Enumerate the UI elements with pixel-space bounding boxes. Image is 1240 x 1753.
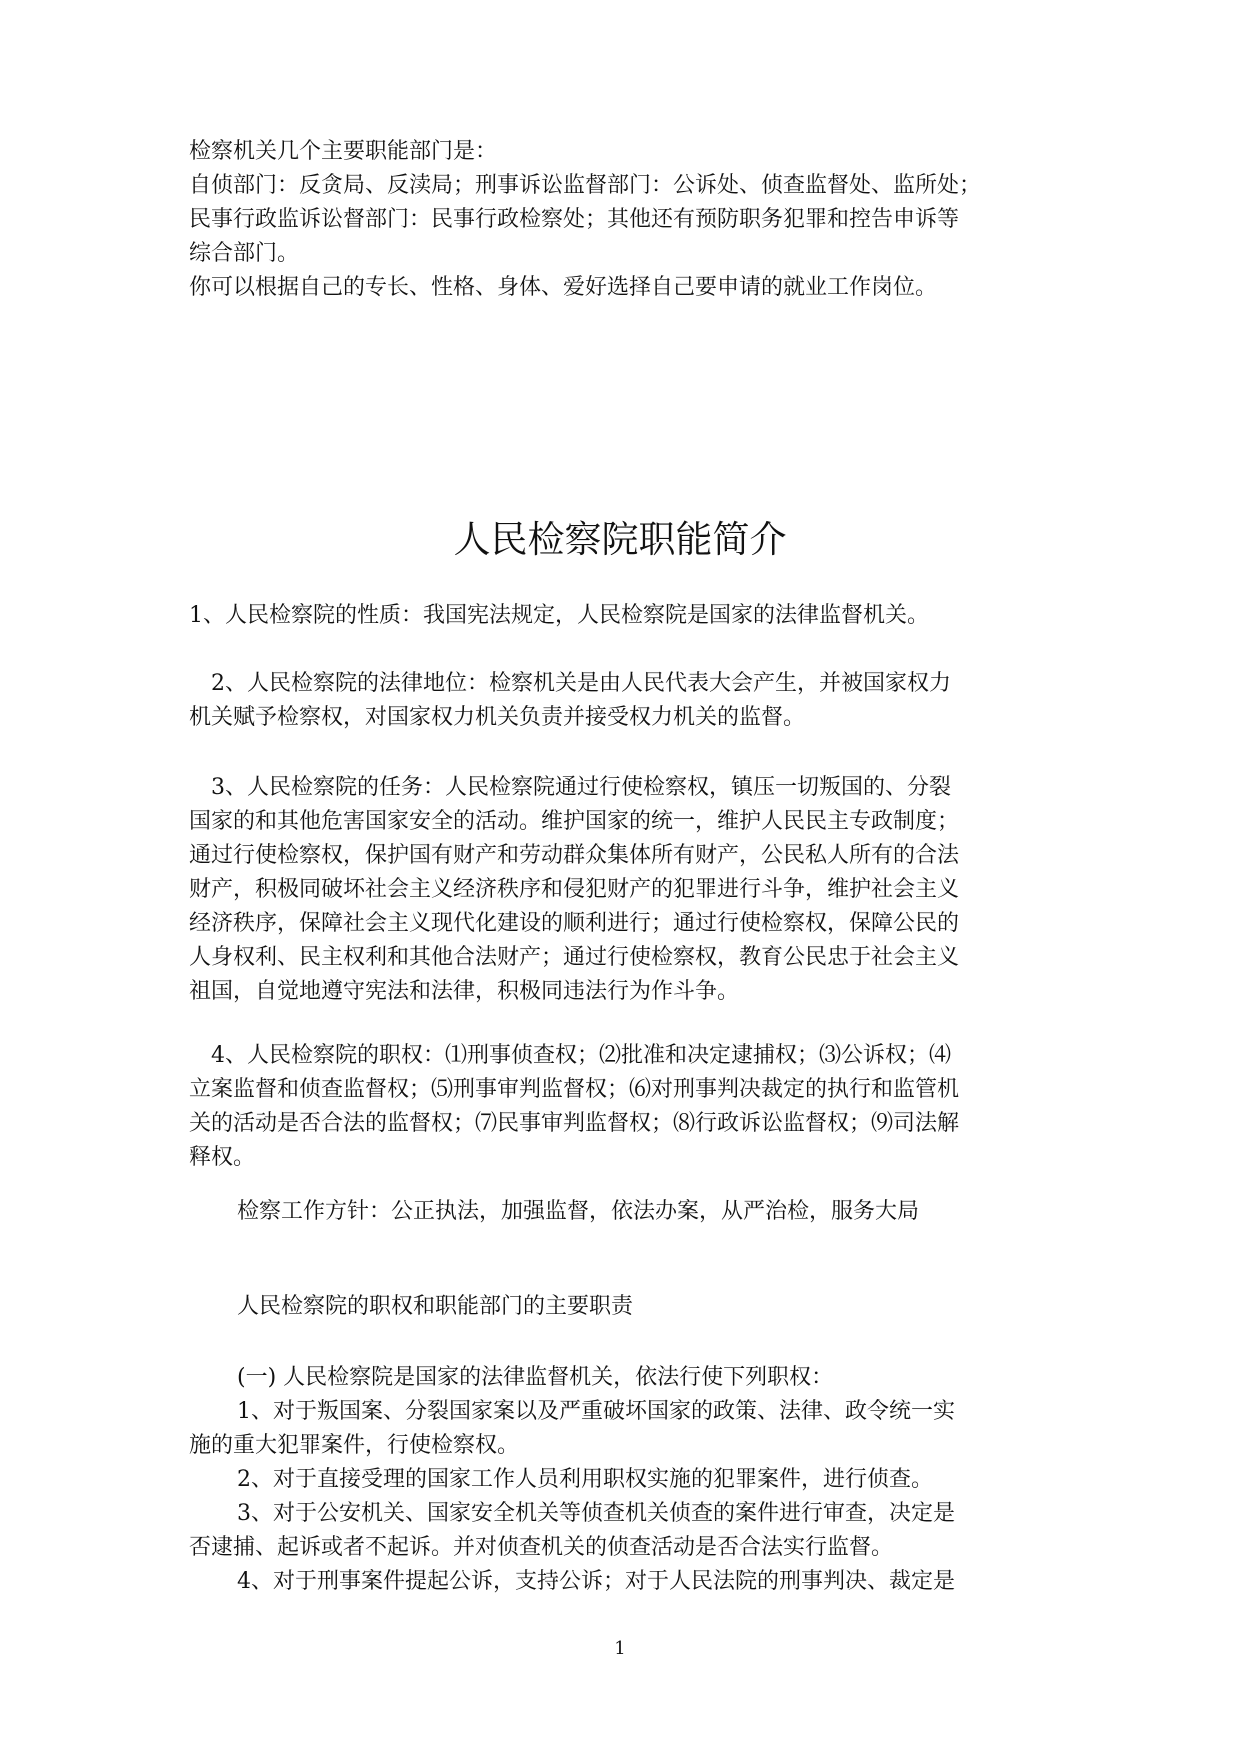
powers-line: 释权。: [189, 1145, 256, 1170]
status-line: 2、人民检察院的法律地位：检察机关是由人民代表大会产生，并被国家权力: [211, 671, 951, 696]
page-number: 1: [614, 1638, 626, 1659]
intro-line: 检察机关几个主要职能部门是：: [189, 139, 498, 164]
powers-line: 4、人民检察院的职权：⑴刑事侦查权；⑵批准和决定逮捕权；⑶公诉权；⑷: [211, 1043, 951, 1068]
tasks-line: 人身权利、民主权利和其他合法财产；通过行使检察权，教育公民忠于社会主义: [189, 945, 960, 970]
intro-line: 你可以根据自己的专长、性格、身体、爱好选择自己要申请的就业工作岗位。: [189, 275, 938, 300]
intro-line: 民事行政监诉讼督部门：民事行政检察处；其他还有预防职务犯罪和控告申诉等: [189, 207, 960, 232]
section-heading-line: 人民检察院的职权和职能部门的主要职责: [237, 1294, 634, 1319]
tasks-paragraph: [189, 771, 1051, 1009]
tasks-line: 通过行使检察权，保护国有财产和劳动群众集体所有财产，公民私人所有的合法: [189, 843, 960, 868]
policy-paragraph: [189, 1195, 1051, 1229]
powers-line: 立案监督和侦查监督权；⑸刑事审判监督权；⑹对刑事判决裁定的执行和监管机: [189, 1077, 960, 1102]
powers-line: 关的活动是否合法的监督权；⑺民事审判监督权；⑻行政诉讼监督权；⑼司法解: [189, 1111, 960, 1136]
item-line: 否逮捕、起诉或者不起诉。并对侦查机关的侦查活动是否合法实行监督。: [189, 1535, 894, 1560]
page-title: 人民检察院职能简介: [453, 518, 787, 561]
intro-line: 自侦部门：反贪局、反渎局；刑事诉讼监督部门：公诉处、侦查监督处、监所处；: [189, 173, 982, 198]
policy-line: 检察工作方针：公正执法，加强监督，依法办案，从严治检，服务大局: [237, 1199, 920, 1224]
items-paragraph: [189, 1361, 1051, 1599]
tasks-line: 财产，积极同破坏社会主义经济秩序和侵犯财产的犯罪进行斗争，维护社会主义: [189, 877, 960, 902]
section-heading: [189, 1290, 1051, 1324]
nature-line: 1、人民检察院的性质：我国宪法规定，人民检察院是国家的法律监督机关。: [189, 603, 929, 628]
item-line: 3、对于公安机关、国家安全机关等侦查机关侦查的案件进行审查，决定是: [237, 1501, 955, 1526]
item-intro-line: (一) 人民检察院是国家的法律监督机关，依法行使下列职权：: [237, 1365, 834, 1390]
intro-paragraph: [189, 135, 1051, 305]
status-paragraph: [189, 667, 1051, 735]
item-line: 4、对于刑事案件提起公诉，支持公诉；对于人民法院的刑事判决、裁定是: [237, 1569, 955, 1594]
item-line: 施的重大犯罪案件，行使检察权。: [189, 1433, 520, 1458]
tasks-line: 经济秩序，保障社会主义现代化建设的顺利进行；通过行使检察权，保障公民的: [189, 911, 960, 936]
item-line: 1、对于叛国案、分裂国家案以及严重破坏国家的政策、法律、政令统一实: [237, 1399, 955, 1424]
tasks-line: 3、人民检察院的任务：人民检察院通过行使检察权，镇压一切叛国的、分裂: [211, 775, 951, 800]
tasks-line: 国家的和其他危害国家安全的活动。维护国家的统一，维护人民民主专政制度；: [189, 809, 960, 834]
status-line: 机关赋予检察权，对国家权力机关负责并接受权力机关的监督。: [189, 705, 806, 730]
item-line: 2、对于直接受理的国家工作人员利用职权实施的犯罪案件，进行侦查。: [237, 1467, 933, 1492]
tasks-line: 祖国，自觉地遵守宪法和法律，积极同违法行为作斗争。: [189, 979, 740, 1004]
powers-paragraph: [189, 1039, 1051, 1175]
nature-paragraph: [189, 599, 1051, 633]
intro-line: 综合部门。: [189, 241, 300, 266]
